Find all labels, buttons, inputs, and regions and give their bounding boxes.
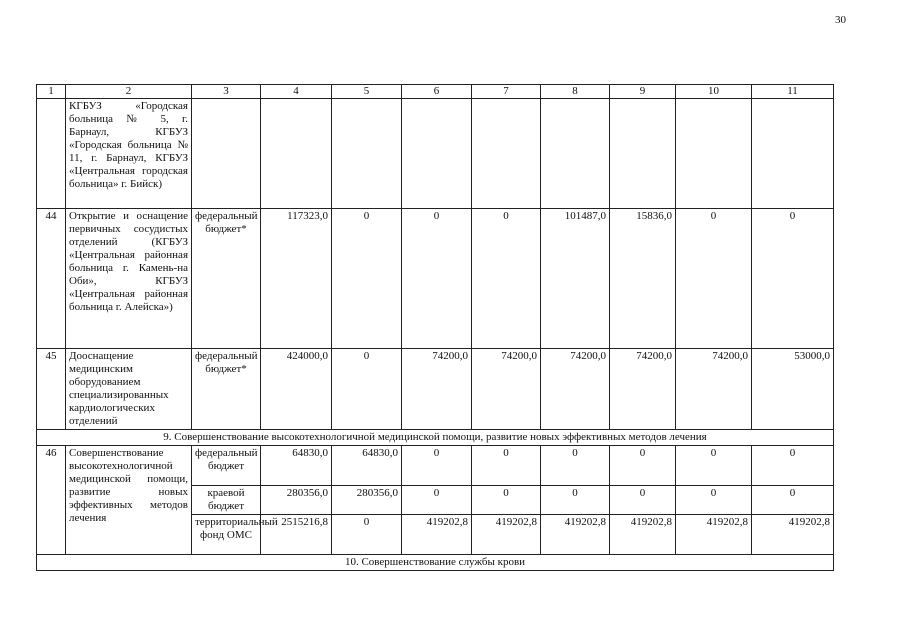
value-cell: 0 [752,209,834,349]
value-cell: 101487,0 [541,209,610,349]
column-header: 11 [752,85,834,99]
value-cell: 0 [676,209,752,349]
value-cell: 2515216,8 [261,515,332,555]
section-heading: 9. Совершенствование высокотехнологичной медицинской помощи, развитие новых эффективных методов лечения [37,430,834,446]
value-cell: 0 [332,515,402,555]
value-cell: 424000,0 [261,349,332,430]
value-cell: 0 [752,446,834,486]
value-cell: 0 [402,209,472,349]
funding-source: федеральный бюджет* [192,209,261,349]
funding-source: краевой бюджет [192,486,261,515]
row-number: 44 [37,209,66,349]
measure-text: Совершенствование высокотехнологичной медицинской помощи, развитие новых эффективных методов лечения [66,446,192,555]
value-cell: 0 [610,446,676,486]
value-cell: 74200,0 [402,349,472,430]
table-row [37,349,834,430]
measure-text: Открытие и оснащение первичных сосудистых отделений (КГБУЗ «Центральная районная больница г. Камень-на Оби», КГБУЗ «Центральная районная больница г. Алейска») [66,209,192,349]
value-cell: 64830,0 [332,446,402,486]
funding-source: федеральный бюджет [192,446,261,486]
table-row [37,209,834,349]
column-header: 7 [472,85,541,99]
value-cell: 0 [472,486,541,515]
section-heading-row [37,555,834,571]
measure-text: КГБУЗ «Городская больница № 5, г. Барнаул, КГБУЗ «Городская больница № 11, г. Барнаул, КГБУЗ «Центральная городская больница» г. Бийск) [66,99,192,209]
column-header: 10 [676,85,752,99]
value-cell: 0 [676,446,752,486]
value-cell: 419202,8 [610,515,676,555]
value-cell: 0 [332,349,402,430]
value-cell: 0 [676,486,752,515]
column-header: 2 [66,85,192,99]
value-cell: 74200,0 [541,349,610,430]
value-cell: 0 [402,446,472,486]
column-header: 9 [610,85,676,99]
value-cell: 419202,8 [472,515,541,555]
column-header: 6 [402,85,472,99]
value-cell: 0 [541,446,610,486]
column-header: 4 [261,85,332,99]
program-measures-table [36,84,834,571]
continuation-row [37,99,834,209]
page-number: 30 [835,14,846,26]
section-heading: 10. Совершенствование службы крови [37,555,834,571]
value-cell: 419202,8 [541,515,610,555]
value-cell: 419202,8 [752,515,834,555]
column-header: 3 [192,85,261,99]
value-cell: 0 [332,209,402,349]
column-header: 8 [541,85,610,99]
value-cell: 280356,0 [261,486,332,515]
funding-source: федеральный бюджет* [192,349,261,430]
value-cell: 0 [541,486,610,515]
column-header: 1 [37,85,66,99]
value-cell: 74200,0 [472,349,541,430]
column-header: 5 [332,85,402,99]
row-number: 45 [37,349,66,430]
value-cell: 419202,8 [676,515,752,555]
value-cell: 280356,0 [332,486,402,515]
value-cell: 0 [610,486,676,515]
value-cell: 0 [402,486,472,515]
value-cell: 0 [472,446,541,486]
value-cell: 64830,0 [261,446,332,486]
value-cell: 74200,0 [610,349,676,430]
value-cell: 0 [472,209,541,349]
section-heading-row [37,430,834,446]
value-cell: 419202,8 [402,515,472,555]
row-number: 46 [37,446,66,555]
column-number-row [37,85,834,99]
measure-text: Дооснащение медицинским оборудованием специализированных кардиологических отделений [66,349,192,430]
value-cell: 15836,0 [610,209,676,349]
value-cell: 74200,0 [676,349,752,430]
table-row [37,446,834,486]
value-cell: 117323,0 [261,209,332,349]
funding-source: территориальный фонд ОМС [192,515,261,555]
value-cell: 53000,0 [752,349,834,430]
value-cell: 0 [752,486,834,515]
